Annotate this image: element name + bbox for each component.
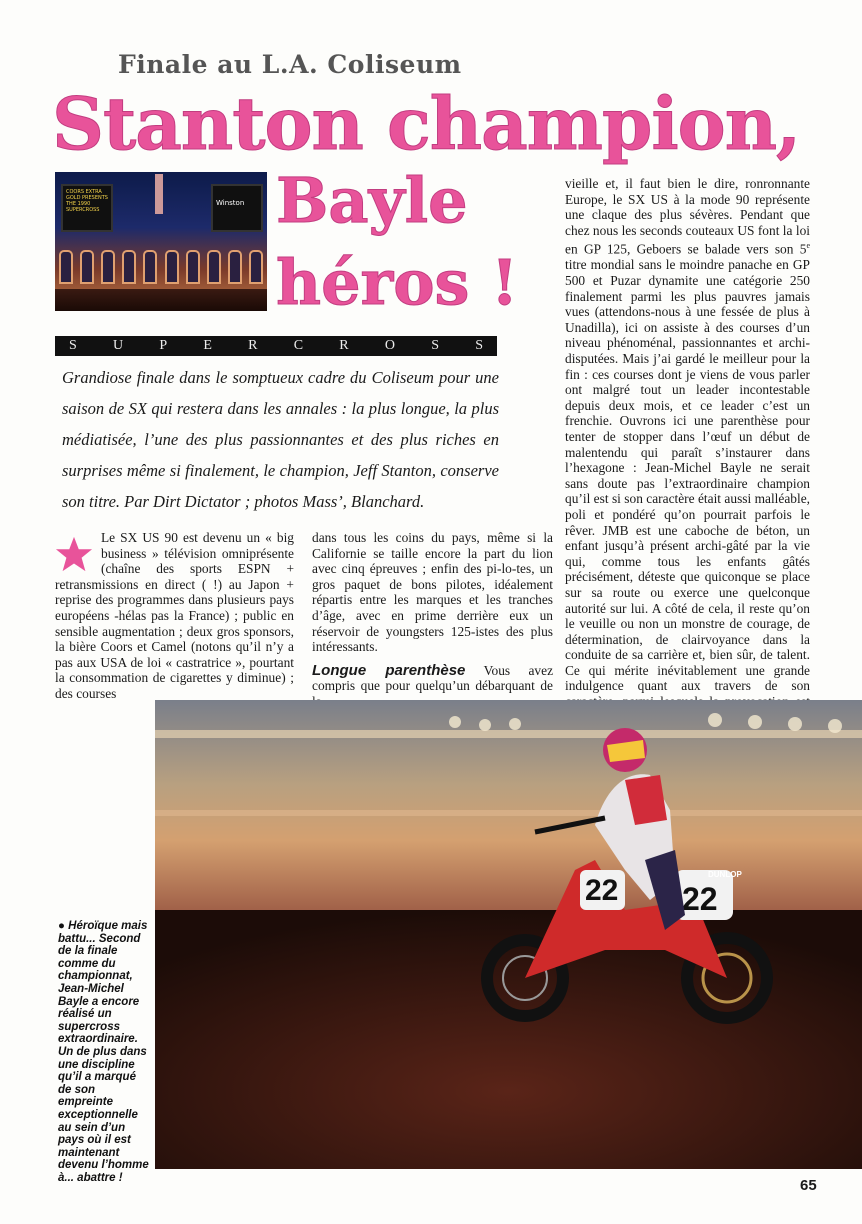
page-number: 65 <box>800 1177 817 1194</box>
body-text-3b: titre mondial sans le moindre panache en GP 500 et Puzar dynamite une catégorie 250 finalement parmi les plus pauvres jamais vues (attendons-nous à une fessée de plus à Unadilla), ici on assiste à des courses d’un niveau phénoménal, passionnantes et archi-disputées. Mais j’ai gardé le meilleur pour la fin : ces courses dont je viens de vous parler ont malgré tout un leader incontestable depuis deux mois, et ce leader c’est un frenchie. Ouvrons ici une parenthèse pour tenter de stopper dans l’œuf un début de malentendu qui paraît s’instaurer dans l’hexagone : Jean-Michel Bayle ne serait sans doute pas l’extraordinaire champion qu’il est si son caractère était aussi malléable, poli et pondéré qu’on pourrait parfois le rêver. JMB est une caboche de béton, un enfant jusqu’à présent archi-gâté par la vie qui, comme tous les enfants gâtés précisément, déteste que quiconque se place sur sa route ou exerce une quelconque autorité sur lui. A côté de cela, il reste qu’on le veuille ou non un monstre de courage, de détermination, de clairvoyance dans la conduite de sa carrière et, bien sûr, de talent. Ce qui mérite inévitablement une grande indulgence quant aux travers de son <box>565 257 810 694</box>
subhead: Longue parenthèse <box>312 661 466 679</box>
stadium-floor <box>55 289 267 311</box>
scoreboard-right-text: Winston <box>216 199 245 207</box>
body-text-1: Le SX US 90 est devenu un « big business » télévision omniprésente (chaîne des sports ESPN + retransmissions en direct ( !) au Japon + reprise des programmes dans plusieurs pays européens -hélas pas la France) ; public en sensible augmentation ; deux gros sponsors, la bière Coors et Camel (notons qu’il n’y a pas aux USA de loi « castratrice », pourtant la consommation de cigarettes y diminue) ; des courses <box>55 530 294 701</box>
scoreboard-left <box>61 184 113 232</box>
body-text-3a: vieille et, il faut bien le dire, ronronnante Europe, le SX US à la mode 90 représente une claque des plus sévères. Pendant que chez nous les seconds couteaux US font la loi en GP 125, Geboers se balade vers son 5 <box>565 176 810 257</box>
category-bar <box>55 336 497 356</box>
torch-tower <box>155 174 163 214</box>
category-letter: R <box>339 338 349 353</box>
kicker: Finale au L.A. Coliseum <box>118 50 462 79</box>
body-text-2: dans tous les coins du pays, même si la Californie se taille encore la part du lion avec cinq épreuves ; enfin des pi-lo-tes, un gros paquet de bons pilotes, idéalement répartis entre les marques et les tranches d’âge, avec en prime derrière eux un réservoir de youngsters 125-istes des plus intéressants. <box>312 530 553 655</box>
body-column-2 <box>312 530 553 710</box>
scoreboard-right <box>211 184 263 232</box>
category-letter: S <box>431 338 439 353</box>
intro-paragraph: Grandiose finale dans le somptueux cadre du Coliseum pour une saison de SX qui restera dans les annales : la plus longue, la plus médiatisée, l’une des plus passionnantes et des plus riches en surprises même si finalement, le champion, Jeff Stanton, conserve son titre. Par Dirt Dictator ; photos Mass’, Blanchard. <box>62 368 499 511</box>
category-letter: C <box>293 338 304 353</box>
headline-line3: héros ! <box>276 246 519 319</box>
scoreboard-left-text: COORS EXTRA GOLD PRESENTS THE 1990 SUPERCROSS <box>66 189 108 213</box>
category-letter: S <box>69 338 77 353</box>
photo-caption: ● Héroïque mais battu... Second de la finale comme du championnat, Jean-Michel Bayle a encore réalisé un supercross extraordinaire. Un de plus dans une discipline qu’il a marqué de son empreinte exceptionnelle au sein d’un pays où il est maintenant devenu l’homme à... abattre ! <box>58 920 149 1184</box>
category-letter: U <box>113 338 124 353</box>
star-icon <box>55 534 93 574</box>
category-letter: O <box>384 338 395 353</box>
front-plate-number: 22 <box>585 874 619 907</box>
body-column-1 <box>55 530 294 702</box>
category-letter: S <box>475 338 483 353</box>
motocross-photo <box>155 700 862 1169</box>
headline-line2: Bayle <box>276 164 468 237</box>
dunlop-decal: DUNLOP <box>708 870 742 879</box>
category-letter: E <box>203 338 212 353</box>
body-text-2b: Vous avez compris que pour quelqu’un débarquant de <box>312 662 554 694</box>
side-plate-number: 22 <box>682 881 718 917</box>
superscript: e <box>806 241 810 251</box>
category-letter: P <box>159 338 168 353</box>
headline-line1: Stanton champion, <box>52 81 801 166</box>
category-letter: R <box>248 338 258 353</box>
arcade <box>55 240 267 290</box>
body-column-3 <box>565 176 810 725</box>
rider-illustration <box>155 700 862 1169</box>
coliseum-photo <box>55 172 267 311</box>
